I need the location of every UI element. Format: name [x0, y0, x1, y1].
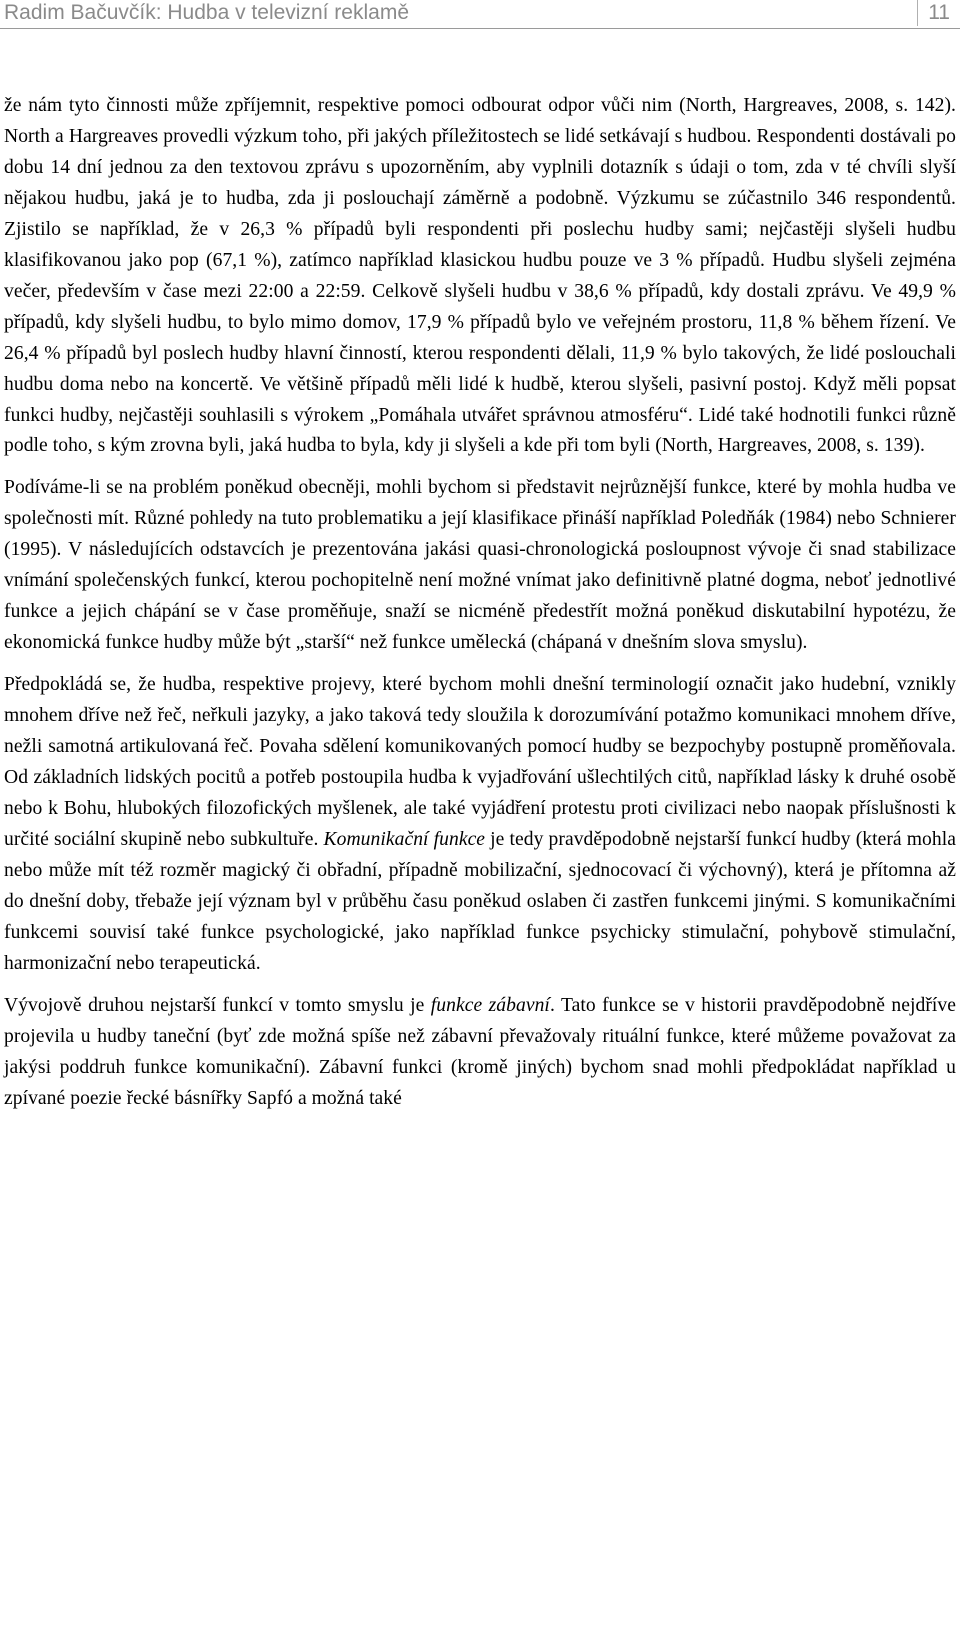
page-number: 11 [917, 0, 950, 26]
paragraph-text: Předpokládá se, že hudba, respektive projevy, které bychom mohli dnešní terminologií označit jako hudební, vznikly mnohem dříve než řeč, neřkuli jazyky, a jako taková tedy sloužila k dorozumívání potažmo komunikaci mnohem dříve, nežli samotná artikulovaná řeč. Povaha sdělení komunikovaných pomocí hudby se bezpochyby postupně proměňovala. Od základních lidských pocitů a potřeb postoupila hudba k vyjadřování ušlechtilých citů, například lásky k druhé osobě nebo k Bohu, hlubokých filozofických myšlenek, ale také vyjádření protestu proti civilizaci nebo naopak příslušnosti k určité sociální skupině nebo subkultuře. [4, 674, 956, 850]
paragraph-text: Podíváme-li se na problém poněkud obecněji, mohli bychom si představit nejrůznější funkce, které by mohla hudba ve společnosti mít. Různé pohledy na tuto problematiku a její klasifikace přináší například Poledňák (1984) nebo Schnierer (1995). V následujících odstavcích je prezentována jakási quasi-chronologická posloupnost vývoje či snad stabilizace vnímání společenských funkcí, kterou pochopitelně není možné vnímat jako definitivně platné dogma, neboť jednotlivé funkce a jejich chápání se v čase proměňuje, snaží se nicméně předestřít možná poněkud diskutabilní hypotézu, že ekonomická funkce hudby může být „starší“ než funkce umělecká (chápaná v dnešním slova smyslu). [4, 477, 956, 654]
paragraph-entertainment-function [4, 991, 956, 1115]
paragraph-text: je tedy pravděpodobně nejstarší funkcí hudby (která mohla nebo může mít též rozměr magický či obřadní, případně mobilizační, sjednocovací či výchovný), která je přítomna až do dnešní doby, třebaže její význam byl v průběhu času poněkud oslaben či zastřen funkcemi jinými. S komunikačními funkcemi souvisí také funkce psychologické, jako například funkce psychicky stimulační, pohybově stimulační, harmonizační nebo terapeutická. [4, 828, 956, 974]
paragraph-communication-function [4, 670, 956, 980]
header-divider [0, 28, 960, 29]
paragraph-text: . Tato funkce se v historii pravděpodobně nejdříve projevila u hudby taneční (byť zde možná spíše než zábavní převažovaly rituální funkce, které můžeme považovat za jakýsi poddruh funkce komunikační). Zábavní funkci (kromě jiných) bychom snad mohli předpokládat například u zpívané poezie řecké básnířky Sapfó a možná také [4, 994, 956, 1109]
paragraph-functions-overview [4, 473, 956, 659]
running-header-title: Radim Bačuvčík: Hudba v televizní reklamě [4, 1, 409, 24]
paragraph-survey [4, 91, 956, 462]
page-header [0, 0, 960, 42]
paragraph-text: že nám tyto činnosti může zpříjemnit, respektive pomoci odbourat odpor vůči nim (North, Hargreaves, 2008, s. 142). North a Hargreaves provedli výzkum toho, při jakých příležitostech se lidé setkávají s hudbou. Respondenti dostávali po dobu 14 dní jednou za den textovou zprávu s upozorněním, aby vyplnili dotazník s údaji o tom, zda v té chvíli slyší nějakou hudbu, jaká je to hudba, zda ji poslouchají záměrně a podobně. Výzkumu se zúčastnilo 346 respondentů. Zjistilo se například, že v 26,3 % případů byli respondenti při poslechu hudby sami; nejčastěji slyšeli hudbu klasifikovanou jako pop (67,1 %), zatímco například klasickou hudbu pouze ve 3 % případů. Hudbu slyšeli zejména večer, především v čase mezi 22:00 a 22:59. Celkově slyšeli hudbu v 38,6 % případů, kdy dostali zprávu. Ve 49,9 % případů, kdy slyšeli hudbu, to bylo mimo domov, 17,9 % případů bylo ve veřejném prostoru, 11,8 % během řízení. Ve 26,4 % případů byl poslech hudby hlavní činností, kterou respondenti dělali, 11,9 % bylo takových, že lidé poslouchali hudbu doma nebo na koncertě. Ve většině případů měli lidé k hudbě, kterou slyšeli, pasivní postoj. Když měli popsat funkci hudby, nejčastěji souhlasili s výrokem „Pomáhala utvářet správnou atmosféru“. Lidé také hodnotili funkci různě podle toho, s kým zrovna byli, jaká hudba to byla, kdy ji slyšeli a kde při tom byli (North, Hargreaves, 2008, s. 139). [4, 95, 956, 457]
emphasis-term: funkce zábavní [430, 994, 550, 1016]
paragraph-text: Vývojově druhou nejstarší funkcí v tomto smyslu je [4, 994, 431, 1016]
emphasis-term: Komunikační funkce [323, 828, 486, 850]
page-body [4, 91, 956, 1115]
